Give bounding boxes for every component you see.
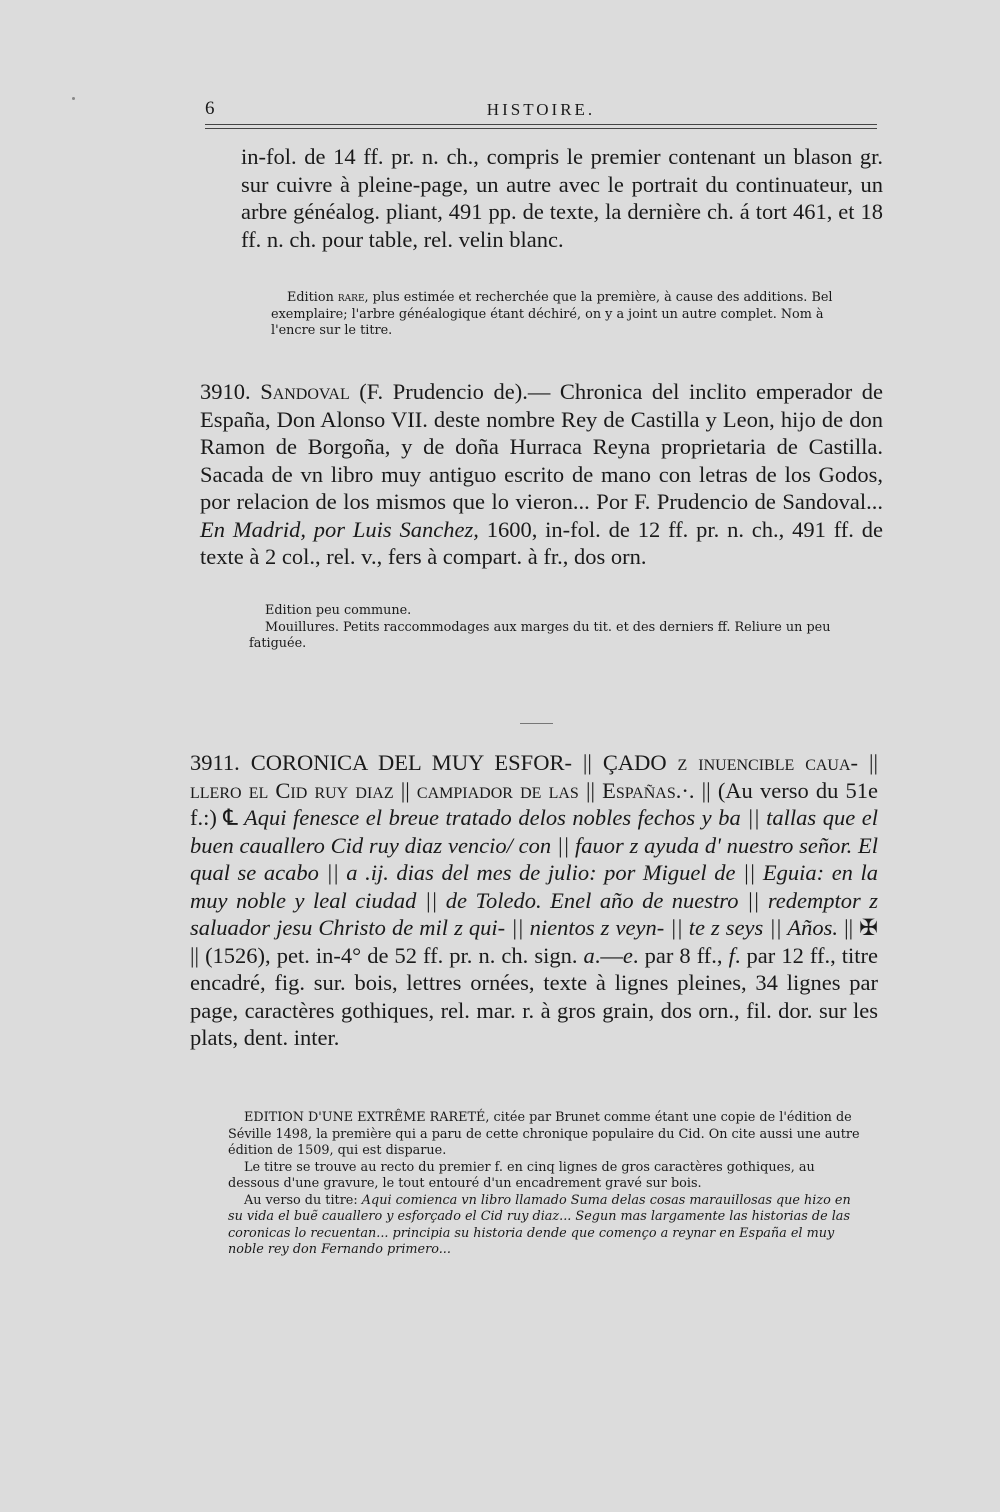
- verso-quote: Aqui comienca vn libro llamado Suma delas cosas marauillosas que hizo en su vida el buẽ cauallero y esforçado el Cid ruy diaz... Segun mas largamente las historias de las coronicas lo recuentan... principia su historia dende que començo a reynar en España el muy noble rey don Fernando primero...: [228, 1192, 851, 1257]
- entry-author: Sandoval: [260, 379, 350, 404]
- continuation-note: [271, 290, 866, 340]
- sheet-mark: [72, 97, 75, 100]
- verso-ref: || (Au verso du 51e f.:): [190, 777, 878, 830]
- note-paragraph: Le titre se trouve au recto du premier f. en cinq lignes de gros caractères gothiques, au dessous d'une gravure, le tout entouré d'un encadrement gravé sur bois.: [228, 1159, 815, 1191]
- entry-3910: [200, 378, 883, 571]
- note-rest: , plus estimée et recherchée que la première, à cause des additions. Bel exemplaire; l'arbre généalogique étant déchiré, on y a joint un autre complet. Nom à l'encre sur le titre.: [271, 290, 833, 338]
- title-caps: CORONICA DEL MUY ESFOR- || ÇADO: [239, 750, 678, 775]
- collation: || ✠ || (1526), pet. in-4° de 52 ff. pr. n. ch. sign.: [190, 915, 878, 968]
- page-header: [205, 98, 877, 124]
- colophon: Aqui fenesce el breue tratado delos nobles fechos y ba || tallas que el buen cauallero Cid ruy diaz vencio/ con || fauor z ayuda d' nuestro señor. El qual se acabo || a .ij. dias del mes de julio: por Miguel de || Eguia: en la muy noble y leal ciudad || de Toledo. Enel año de nuestro || redemptor z saluador jesu Christo de mil z qui- || nientos z veyn- || te z seys || Años.: [190, 805, 878, 940]
- collation: . par 12 ff., titre encadré, fig. sur. bois, lettres ornées, texte à lignes pleines, 34 lignes par page, caractères gothiques, rel. mar. r. à gros grain, dos orn., fil. dor. sur les plats, dent. inter.: [190, 942, 879, 1050]
- title-small-caps: ruy diaz || campiador de las || Españas.·.: [307, 777, 695, 803]
- signature-f: f: [728, 942, 735, 968]
- entry-imprint: En Madrid, por Luis Sanchez,: [200, 516, 479, 542]
- verso-prefix: Au verso du titre:: [244, 1192, 362, 1208]
- continuation-text: in-fol. de 14 ff. pr. n. ch., compris le premier contenant un blason gr. sur cuivre à pleine-page, un autre avec le portrait du continuateur, un arbre généalog. pliant, 491 pp. de texte, la dernière ch. á tort 461, et 18 ff. n. ch. pour table, rel. velin blanc.: [241, 144, 883, 252]
- signature-dash: .—: [594, 942, 623, 968]
- entry-separator: [520, 723, 553, 724]
- entry-collation: 1600, in-fol. de 12 ff. pr. n. ch., 491 ff. de texte à 2 col., rel. v., fers à compart. à fr., dos orn.: [200, 516, 884, 569]
- header-rule: [205, 124, 877, 125]
- note-line: Mouillures. Petits raccommodages aux marges du tit. et des derniers ff. Reliure un peu fatiguée.: [249, 619, 831, 651]
- entry-3911-notes: [228, 1110, 868, 1259]
- entry-description: (F. Prudencio de).— Chronica del inclito emperador de España, Don Alonso VII. deste nombre Rey de Castilla y Leon, hijo de don Ramon de Borgoña, y de doña Hurraca Reyna proprietaria de Castilla. Sacada de vn libro muy antiguo escrito de mano con letras de los Godos, por relacion de los mismos que lo vieron... Por F. Prudencio de Sandoval...: [200, 379, 883, 514]
- rarity-text: citée par Brunet comme étant une copie de l'édition de Séville 1498, la première qui a paru de cette chronique populaire du Cid. On cite aussi une autre édition de 1509, qui est disparue.: [228, 1110, 860, 1158]
- running-title: HISTOIRE.: [486, 100, 596, 119]
- rarity-caps: EDITION D'UNE EXTRÊME RARETÉ,: [244, 1110, 490, 1125]
- signature-e: e: [622, 942, 633, 968]
- lot-number: 3911.: [190, 750, 240, 775]
- signature-a: a: [583, 942, 595, 968]
- note-paragraph: [228, 1110, 868, 1160]
- note-prefix: Edition: [287, 290, 334, 305]
- note-paragraph: [228, 1193, 868, 1259]
- note-line: Edition peu commune.: [265, 603, 412, 618]
- header-rule: [205, 128, 877, 129]
- lot-number: 3910.: [200, 379, 251, 404]
- title-small-caps: z inuencible caua- || llero el: [190, 750, 878, 803]
- entry-3911: [190, 749, 878, 1052]
- title-cid: Cid: [275, 777, 308, 803]
- pilcrow-mark: ℄: [223, 805, 238, 830]
- page-number: 6: [205, 98, 215, 119]
- entry-3910-notes: [249, 603, 876, 653]
- note-rare: rare: [337, 290, 365, 305]
- collation: . par 8 ff.,: [632, 942, 729, 968]
